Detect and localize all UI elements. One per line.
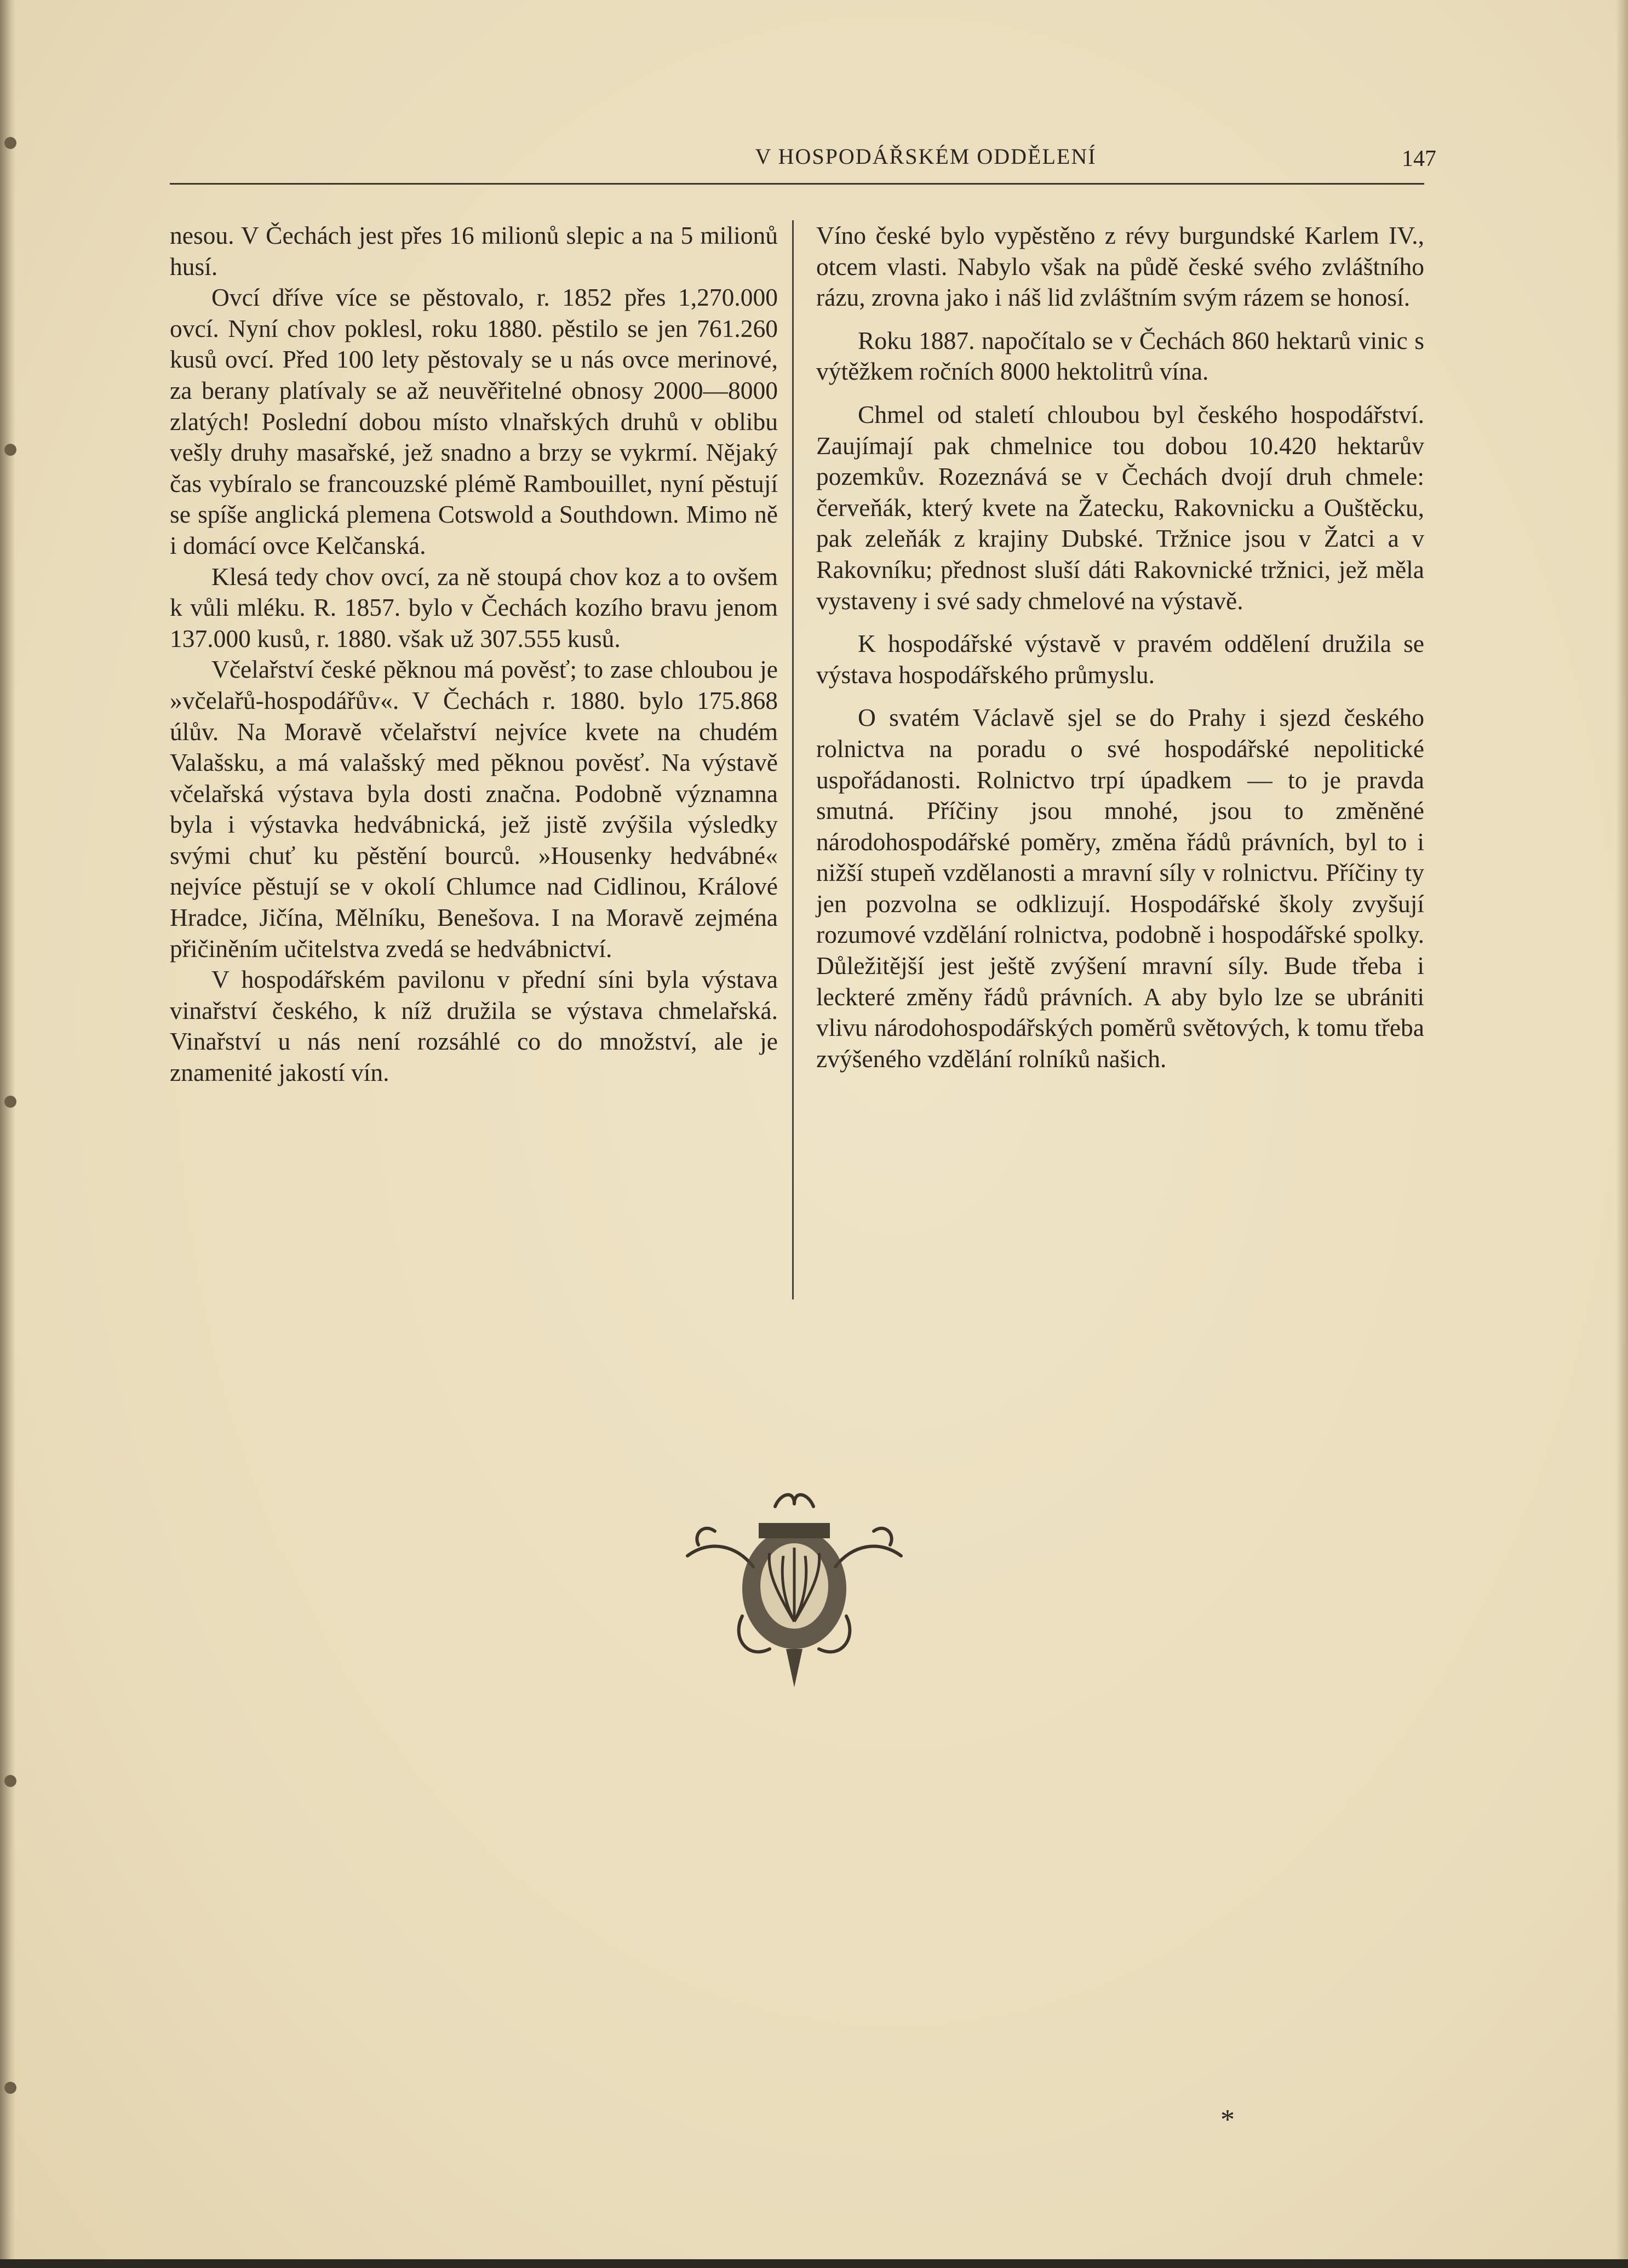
binding-tack: [4, 137, 16, 149]
binding-tack: [4, 1096, 16, 1108]
paragraph: Klesá tedy chov ovcí, za ně stoupá chov koz a to ovšem k vůli mléku. R. 1857. bylo v Čechách kozího bravu jenom 137.000 kusů, r. 1880. však už 307.555 kusů.: [170, 562, 778, 652]
binding-tack: [4, 2082, 16, 2094]
signature-mark: *: [1220, 2104, 1235, 2135]
paragraph: Chmel od staletí chloubou byl českého hospodářství. Zaujímají pak chmelnice tou dobou 10.420 hektarův pozemkův. Rozeznává se v Čechách dvojí druh chmele: červeňák, který kvete na Žatecku, Rakovnicku a Ouštěcku, pak zeleňák z krajiny Dubské. Tržnice jsou v Žatci a v Rakovníku; přednost sluší dáti Rakovnické tržnici, jež měla vystaveny i své sady chmelové na výstavě.: [816, 400, 1424, 615]
paragraph: Včelařství české pěknou má pověsť; to zase chloubou je »včelařů-hospodářův«. V Čechách r. 1880. bylo 175.868 úlův. Na Moravě včelařství nejvíce kvete na chudém Valašsku, a má valašský med pěknou pověsť. Na výstavě včelařská výstava byla dosti značna. Podobně významna byla i výstavka hedvábnická, jež jistě zvýšila výsledky svými chuť ku pěstění bourců. »Housenky hedvábné« nejvíce pěstují se v okolí Chlumce nad Cidlinou, Králové Hradce, Jičína, Mělníku, Benešova. I na Moravě zejména přičiněním učitelstva zvedá se hedvábnictví.: [170, 655, 778, 963]
ornament-vignette: [677, 1485, 912, 1698]
page-edge-bottom: [0, 2259, 1628, 2268]
paragraph: Roku 1887. napočítalo se v Čechách 860 hektarů vinic s výtěžkem ročních 8000 hektolitrů vína.: [816, 326, 1424, 386]
binding-tack: [4, 444, 16, 456]
page-number: 147: [1402, 146, 1436, 171]
left-column: [170, 220, 778, 1089]
page-header: [170, 144, 1436, 182]
column-divider: [792, 220, 794, 1299]
binding-tack: [4, 1775, 16, 1787]
right-column: [816, 220, 1424, 1074]
paragraph: K hospodářské výstavě v pravém oddělení družila se výstava hospodářského průmyslu.: [816, 629, 1424, 689]
paragraph: O svatém Václavě sjel se do Prahy i sjezd českého rolnictva na poradu o své hospodářské nepolitické uspořádanosti. Rolnictvo trpí úpadkem — to je pravda smutná. Příčiny jsou mnohé, jsou to změněné národohospodářské poměry, změna řádů právních, byl to i nižší stupeň vzdělanosti a mravní síly v rolnictvu. Příčiny ty jen pozvolna se odklizují. Hospodářské školy zvyšují rozumové vzdělání rolnictva, podobně i hospodářské spolky. Důležitější jest ještě zvýšení mravní síly. Bude třeba i leckteré změny řádů právních. A aby bylo lze se ubrániti vlivu národohospodářských poměrů světových, k tomu třeba zvýšeného vzdělání rolníků našich.: [816, 703, 1424, 1073]
paragraph: Ovcí dříve více se pěstovalo, r. 1852 přes 1,270.000 ovcí. Nyní chov poklesl, roku 1880. pěstilo se jen 761.260 kusů ovcí. Před 100 lety pěstovaly se u nás ovce merinové, za berany platívaly se až neuvěřitelné obnosy 2000—8000 zlatých! Poslední dobou místo vlnařských druhů v oblibu vešly druhy masařské, jež snadno a brzy se vykrmí. Nějaký čas vybíralo se francouzské plémě Rambouillet, nyní pěstují se spíše anglická plemena Cotswold a Southdown. Mimo ně i domácí ovce Kelčanská.: [170, 283, 778, 559]
header-rule: [170, 183, 1424, 185]
running-title: V HOSPODÁŘSKÉM ODDĚLENÍ: [755, 144, 1097, 169]
page-edge-right: [1616, 0, 1628, 2268]
paragraph: nesou. V Čechách jest přes 16 milionů slepic a na 5 milionů husí.: [170, 221, 778, 280]
book-spine-shadow: [0, 0, 15, 2268]
paragraph: Víno české bylo vypěstěno z révy burgundské Karlem IV., otcem vlasti. Nabylo však na půdě české svého zvláštního rázu, zrovna jako i náš lid zvláštním svým rázem se honosí.: [816, 221, 1424, 312]
paragraph: V hospodářském pavilonu v přední síni byla výstava vinařství českého, k níž družila se výstava chmelařská. Vinařství u nás není rozsáhlé co do množství, ale je znamenité jakostí vín.: [170, 965, 778, 1087]
